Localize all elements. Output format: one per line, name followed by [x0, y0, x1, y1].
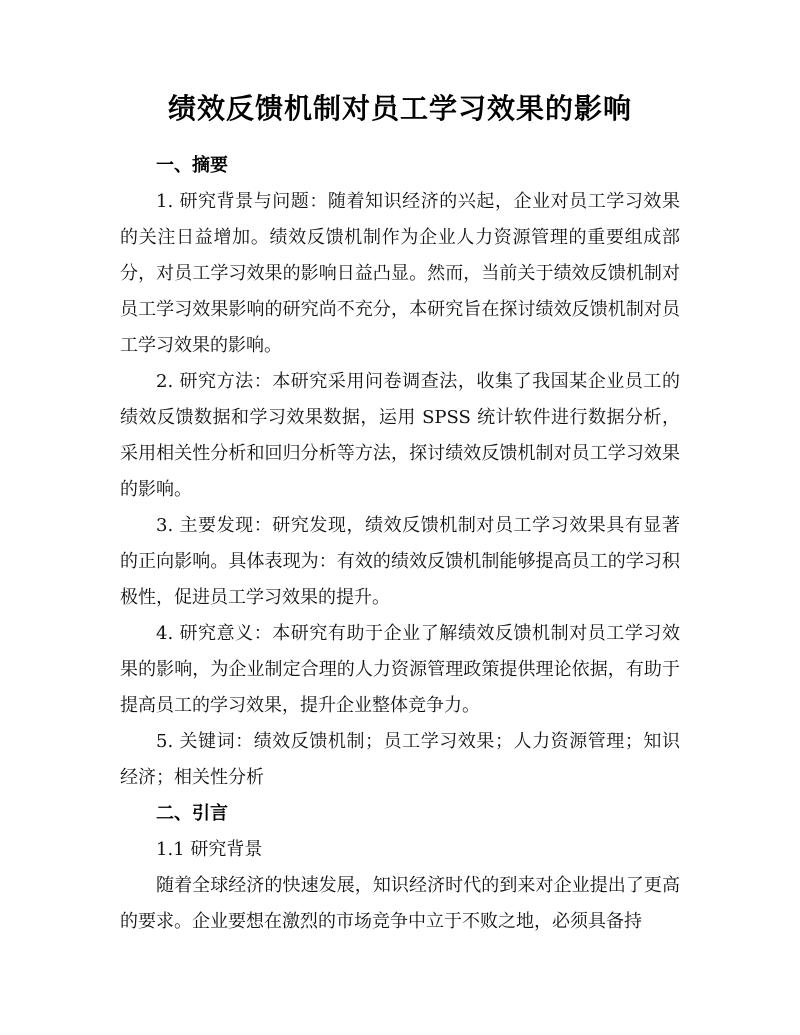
introduction-paragraph: 随着全球经济的快速发展，知识经济时代的到来对企业提出了更高的要求。企业要想在激烈的市场竞争中立于不败之地，必须具备持: [120, 875, 680, 932]
abstract-paragraph-keywords: 5. 关键词：绩效反馈机制；员工学习效果；人力资源管理；知识经济；相关性分析: [120, 731, 680, 788]
document-title: 绩效反馈机制对员工学习效果的影响: [167, 92, 632, 125]
abstract-paragraph-methods: 2. 研究方法：本研究采用问卷调查法，收集了我国某企业员工的绩效反馈数据和学习效果数据，运用 SPSS 统计软件进行数据分析，采用相关性分析和回归分析等方法，探讨绩效反馈机制对员工学习效果的影响。: [120, 371, 680, 500]
abstract-paragraph-background: 1. 研究背景与问题：随着知识经济的兴起，企业对员工学习效果的关注日益增加。绩效反馈机制作为企业人力资源管理的重要组成部分，对员工学习效果的影响日益凸显。然而，当前关于绩效反馈机制对员工学习效果影响的研究尚不充分，本研究旨在探讨绩效反馈机制对员工学习效果的影响。: [120, 191, 680, 356]
section-abstract: [120, 148, 680, 796]
abstract-paragraph-findings: 3. 主要发现：研究发现，绩效反馈机制对员工学习效果具有显著的正向影响。具体表现为：有效的绩效反馈机制能够提高员工的学习积极性，促进员工学习效果的提升。: [120, 515, 680, 608]
section-introduction: [120, 796, 680, 940]
section-heading-introduction: 二、引言: [156, 803, 228, 824]
abstract-paragraph-significance: 4. 研究意义：本研究有助于企业了解绩效反馈机制对员工学习效果的影响，为企业制定合理的人力资源管理政策提供理论依据，有助于提高员工的学习效果，提升企业整体竞争力。: [120, 623, 680, 716]
section-heading-abstract: 一、摘要: [156, 155, 228, 176]
subsection-heading-research-background: 1.1 研究背景: [156, 839, 263, 860]
